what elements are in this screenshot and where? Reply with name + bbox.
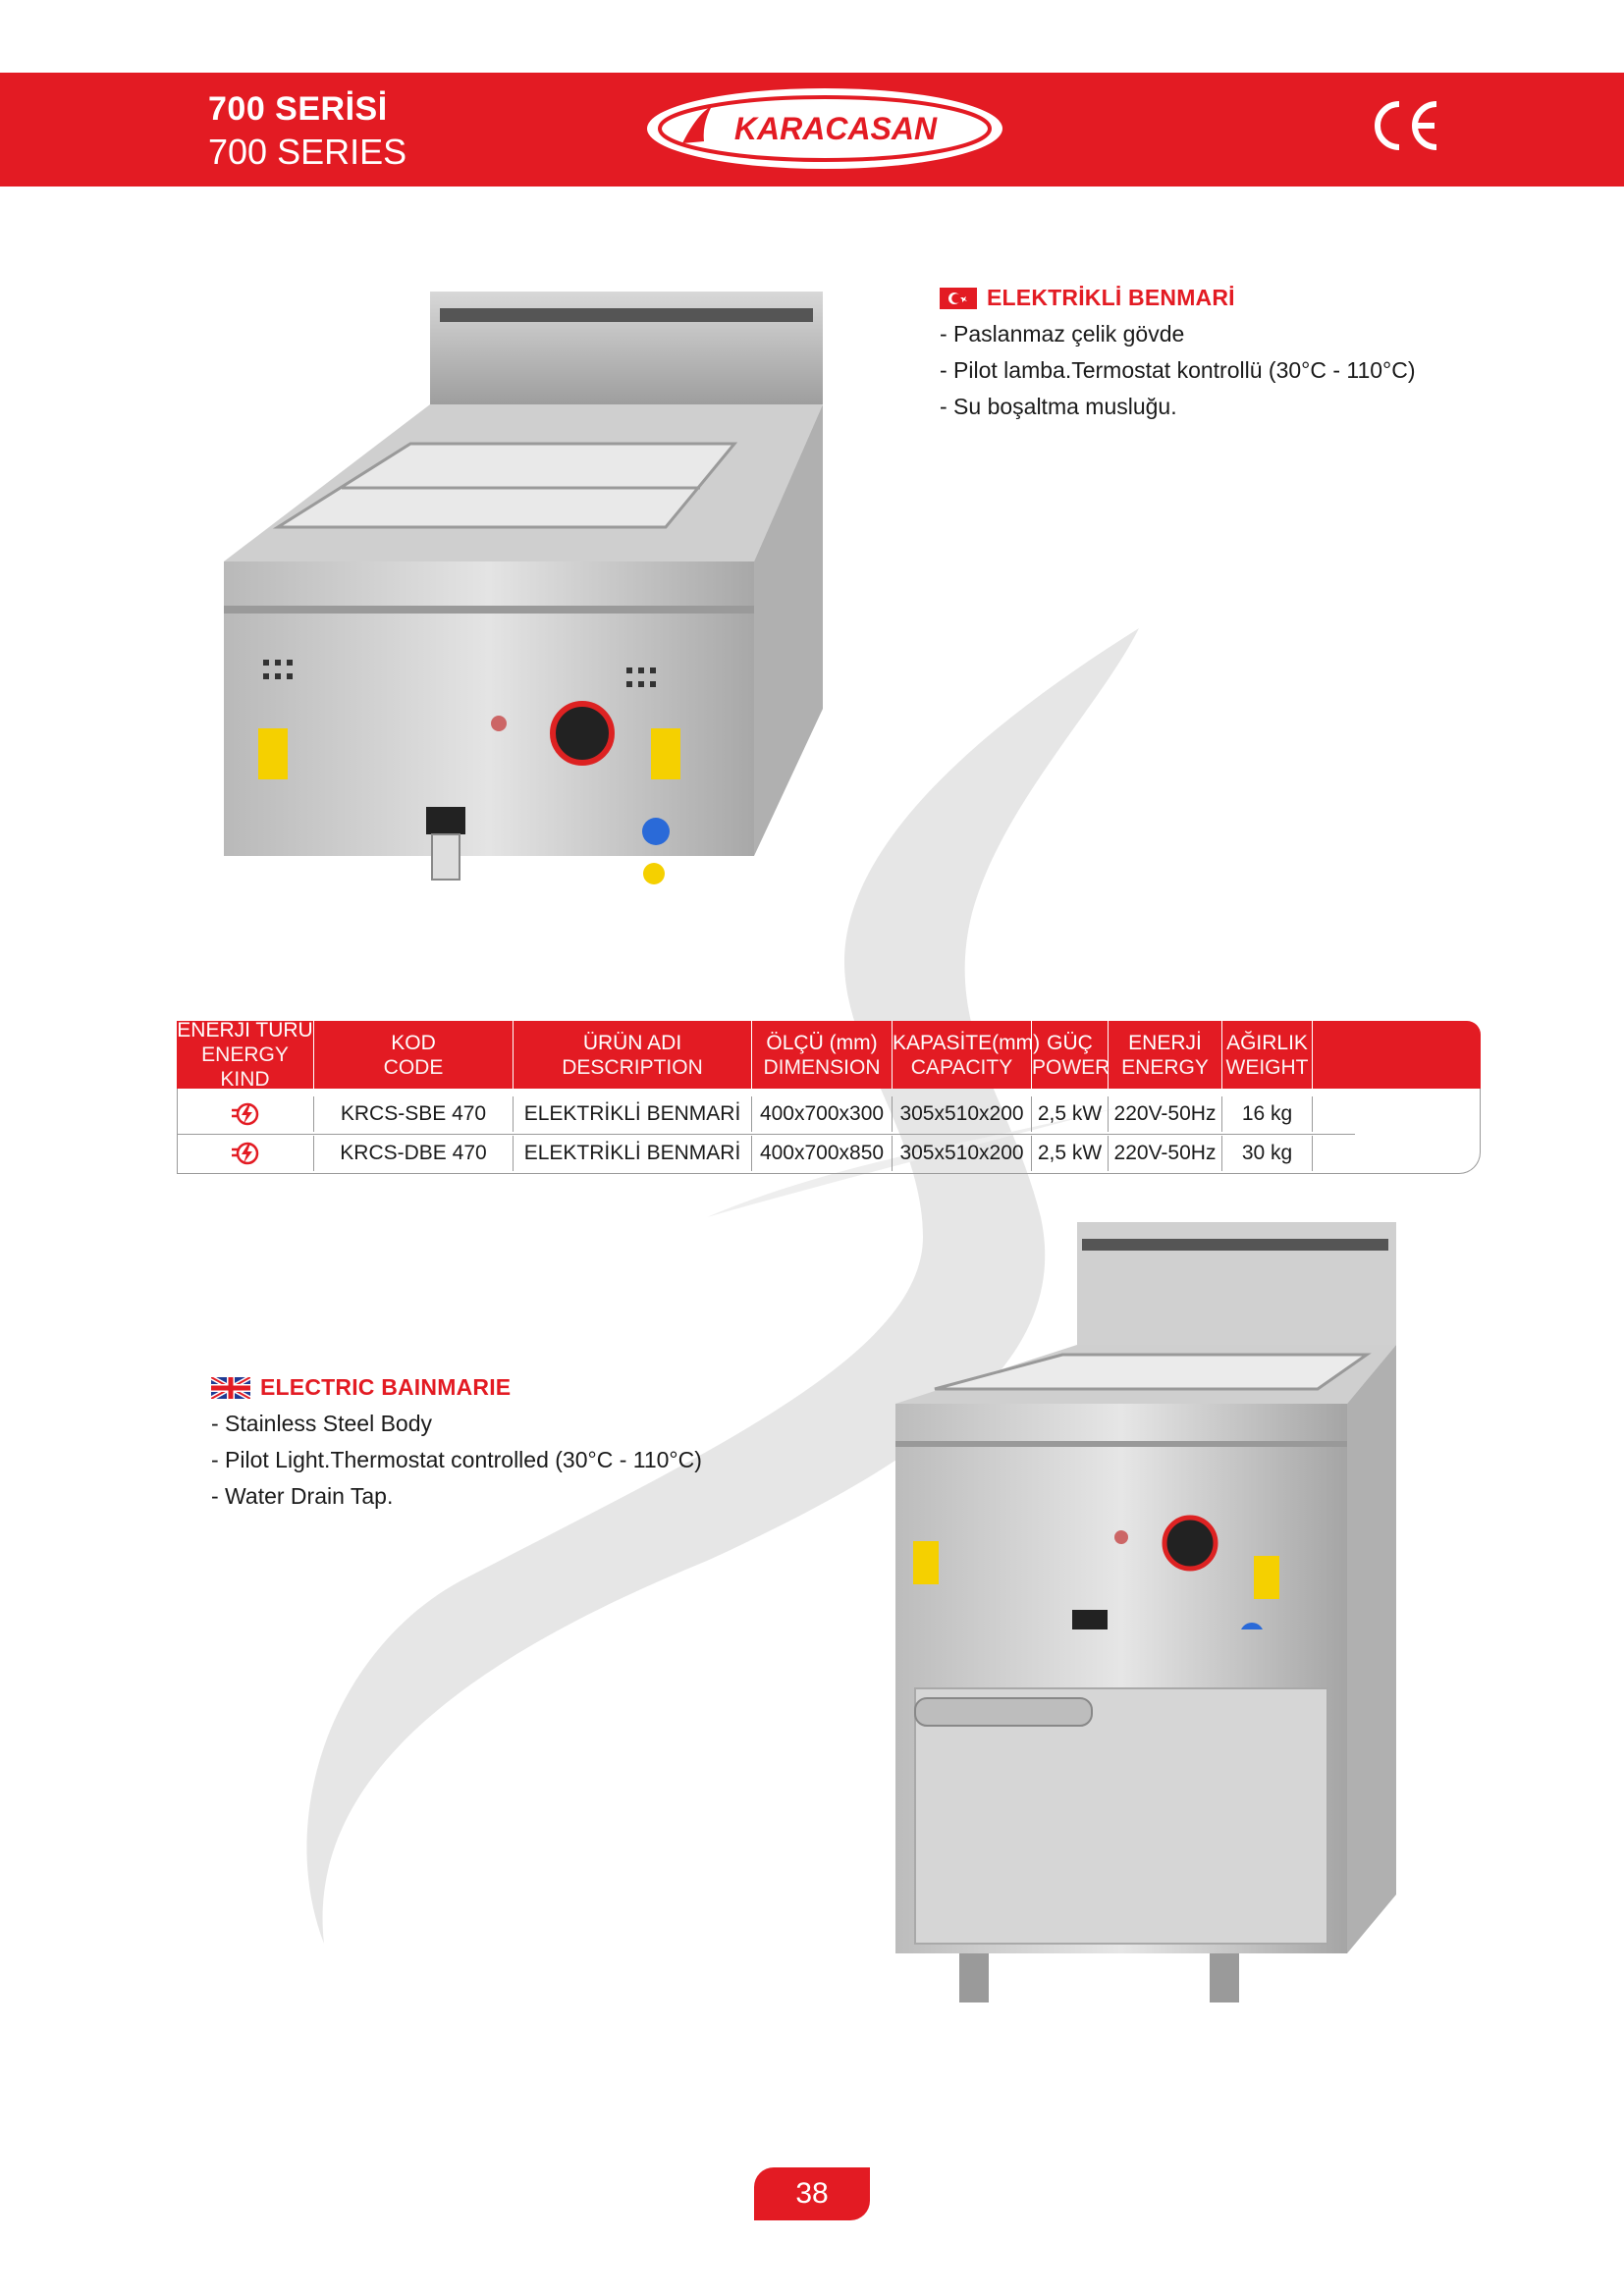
series-title-tr: 700 SERİSİ <box>208 90 388 128</box>
page-number: 38 <box>754 2167 870 2220</box>
description-en-title-row <box>211 1374 702 1401</box>
table-header-row <box>177 1021 1481 1089</box>
description-en-feature: - Water Drain Tap. <box>211 1483 394 1509</box>
table-row-2-weight: 30 kg <box>1222 1136 1313 1171</box>
table-row-1-dimension: 400x700x300 <box>752 1096 893 1132</box>
table-row-2-code: KRCS-DBE 470 <box>314 1136 514 1171</box>
header-code-tr: KOD <box>391 1031 436 1054</box>
table-row-2-dimension: 400x700x850 <box>752 1136 893 1171</box>
table-row-2-energy-spec: 220V-50Hz <box>1109 1136 1222 1171</box>
header-code <box>314 1021 514 1089</box>
turkey-flag-icon <box>940 288 977 309</box>
table-row-2-power: 2,5 kW <box>1032 1136 1109 1171</box>
uk-flag-icon <box>211 1377 250 1399</box>
description-en-feature: - Pilot Light.Thermostat controlled (30°C - 110°C) <box>211 1447 702 1472</box>
header-power <box>1032 1021 1109 1089</box>
description-tr-feature: - Su boşaltma musluğu. <box>940 394 1177 419</box>
description-en-feature: - Stainless Steel Body <box>211 1411 433 1436</box>
header-power-en: POWER <box>1032 1055 1110 1079</box>
table-row-1-capacity: 305x510x200 <box>893 1096 1032 1132</box>
description-en-title: ELECTRIC BAINMARIE <box>260 1374 512 1400</box>
table-row-1-energy-spec: 220V-50Hz <box>1109 1096 1222 1132</box>
electric-icon <box>230 1141 261 1166</box>
description-tr-feature: - Pilot lamba.Termostat kontrollü (30°C - 110°C) <box>940 357 1416 383</box>
header-energy-kind-tr: ENERJİ TÜRÜ <box>177 1019 313 1041</box>
description-tr-title-row <box>940 285 1416 311</box>
table-row-1-power: 2,5 kW <box>1032 1096 1109 1132</box>
header-dimension <box>752 1021 893 1089</box>
table-row-1-energy <box>177 1096 314 1132</box>
description-tr-feature: - Paslanmaz çelik gövde <box>940 321 1185 347</box>
header-dimension-en: DIMENSION <box>763 1055 881 1079</box>
header-energy-en: ENERGY <box>1121 1055 1209 1079</box>
header-description <box>514 1021 752 1089</box>
header-description-en: DESCRIPTION <box>562 1055 703 1079</box>
logo-text: KARACASAN <box>733 111 938 146</box>
header-energy-kind <box>177 1021 314 1089</box>
karacasan-logo <box>643 84 1006 173</box>
table-row-1-code: KRCS-SBE 470 <box>314 1096 514 1132</box>
header-capacity-en: CAPACITY <box>910 1055 1013 1079</box>
header-capacity-tr: KAPASİTE(mm) <box>893 1031 1041 1054</box>
series-title-en: 700 SERIES <box>208 132 407 172</box>
product-photo-countertop-bainmarie <box>204 257 833 934</box>
header-code-en: CODE <box>383 1055 444 1079</box>
product-photo-cabinet-bainmarie <box>886 1217 1396 2140</box>
table-row-divider <box>177 1134 1355 1135</box>
description-tr <box>940 285 1416 420</box>
table-row-1-description: ELEKTRİKLİ BENMARİ <box>514 1096 752 1132</box>
header-weight <box>1222 1021 1313 1089</box>
ce-mark-icon <box>1368 96 1440 155</box>
header-description-tr: ÜRÜN ADI <box>582 1031 682 1054</box>
header-capacity <box>893 1021 1041 1089</box>
description-en <box>211 1374 702 1510</box>
spec-table <box>177 1021 1481 1174</box>
header-energy <box>1109 1021 1222 1089</box>
table-row-1-weight: 16 kg <box>1222 1096 1313 1132</box>
description-tr-title: ELEKTRİKLİ BENMARİ <box>987 285 1235 310</box>
table-row-2-capacity: 305x510x200 <box>893 1136 1032 1171</box>
header-energy-kind-en: ENERGY KIND <box>201 1043 289 1091</box>
header-dimension-tr: ÖLÇÜ (mm) <box>766 1031 878 1054</box>
electric-icon <box>230 1101 261 1127</box>
table-row-2-description: ELEKTRİKLİ BENMARİ <box>514 1136 752 1171</box>
header-weight-en: WEIGHT <box>1225 1055 1309 1079</box>
header-energy-tr: ENERJİ <box>1128 1031 1202 1054</box>
header-power-tr: GÜÇ <box>1047 1031 1093 1054</box>
table-row-2-energy <box>177 1136 314 1171</box>
header-weight-tr: AĞIRLIK <box>1226 1031 1308 1054</box>
